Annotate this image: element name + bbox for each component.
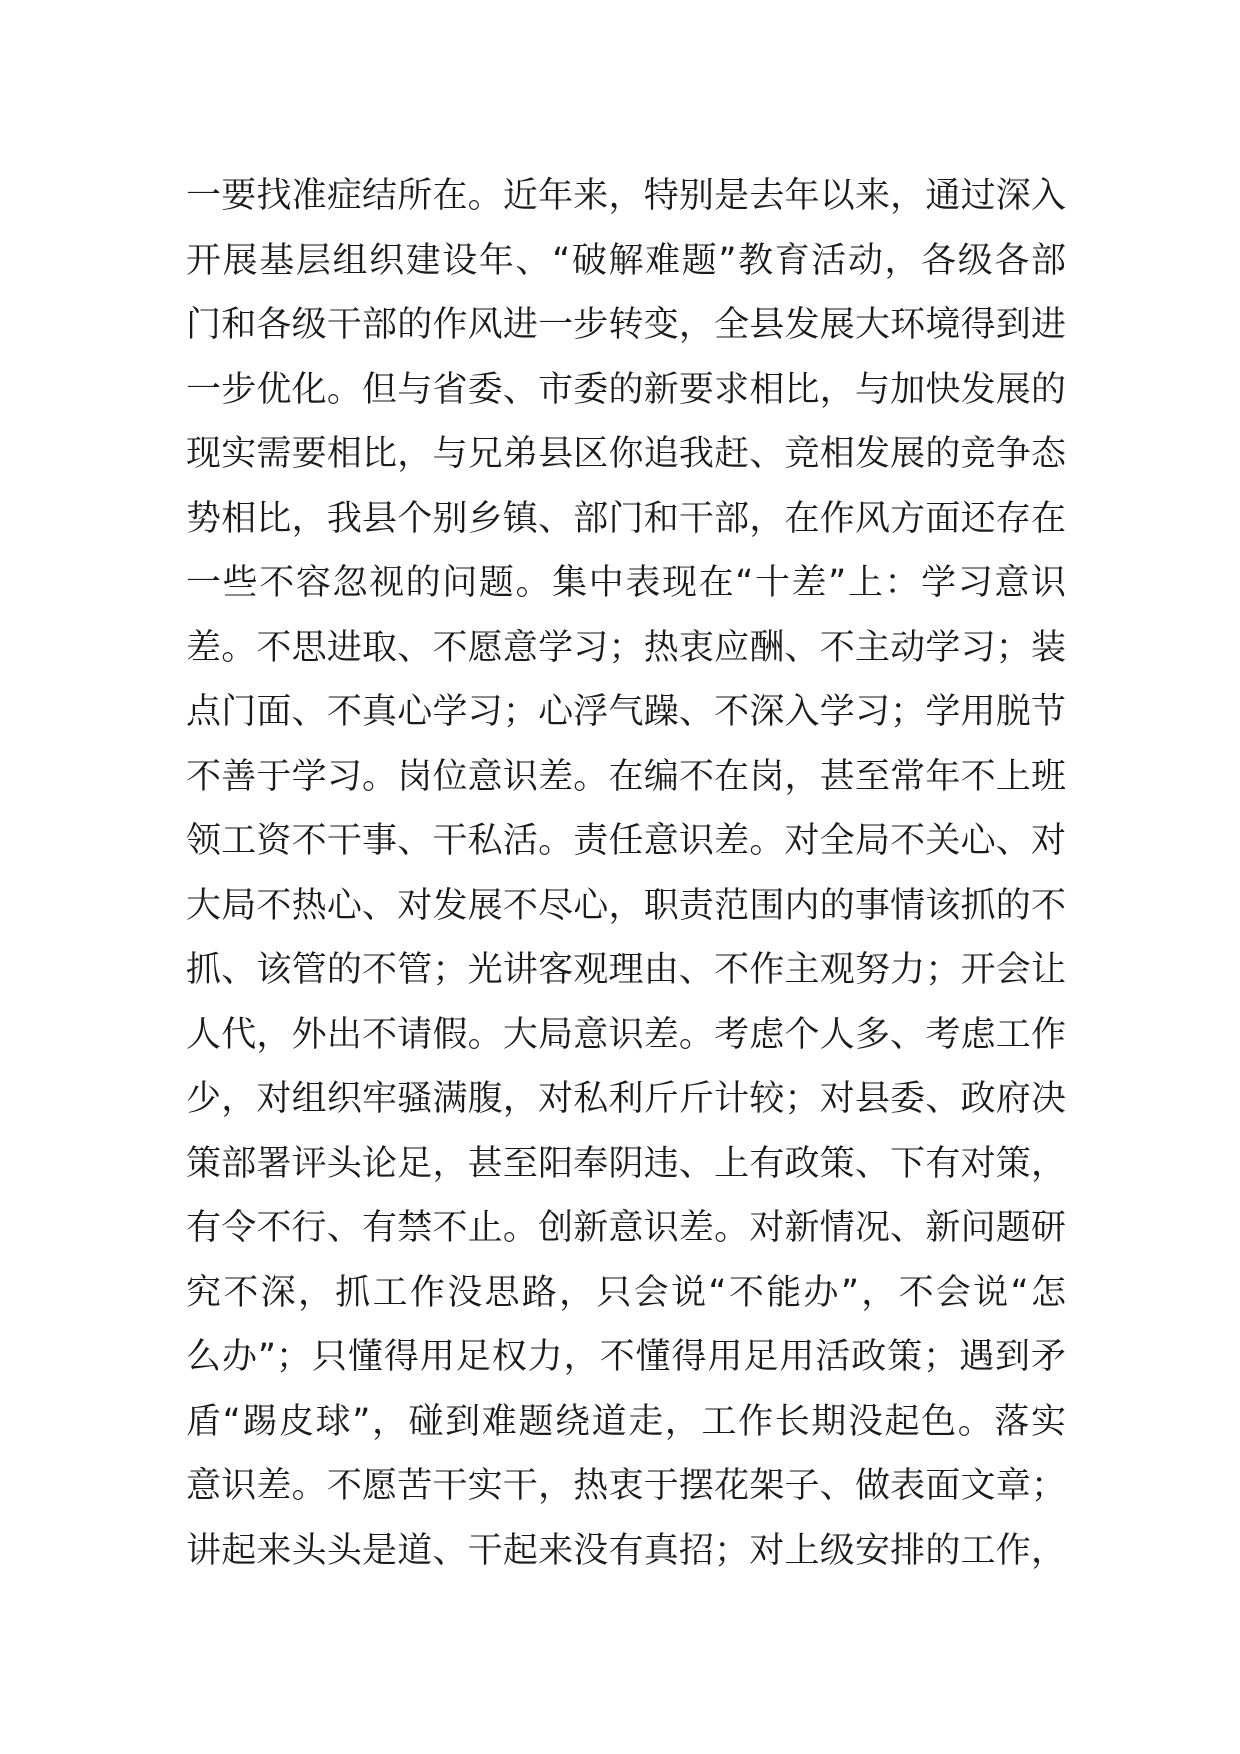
text-line: 领工资不干事、干私活。责任意识差。对全局不关心、对 — [186, 821, 1066, 861]
text-line: 一步优化。但与省委、市委的新要求相比，与加快发展的 — [186, 369, 1066, 410]
text-line: 少，对组织牢骚满腹，对私利斤斤计较；对县委、政府决 — [186, 1079, 1066, 1119]
text-line: 究不深，抓工作没思路，只会说“不能办”，不会说“怎 — [186, 1272, 1066, 1313]
text-line: 势相比，我县个别乡镇、部门和干部，在作风方面还存在 — [186, 498, 1066, 539]
text-line: 大局不热心、对发展不尽心，职责范围内的事情该抓的不 — [186, 885, 1066, 926]
text-line: 点门面、不真心学习；心浮气躁、不深入学习；学用脱节 — [186, 692, 1066, 732]
text-line: 讲起来头头是道、干起来没有真招；对上级安排的工作， — [186, 1530, 1066, 1571]
text-line: 不善于学习。岗位意识差。在编不在岗，甚至常年不上班 — [186, 756, 1066, 797]
text-line: 一些不容忽视的问题。集中表现在“十差”上：学习意识 — [186, 563, 1066, 603]
text-line: 差。不思进取、不愿意学习；热衷应酬、不主动学习；装 — [186, 627, 1066, 668]
text-line: 么办”；只懂得用足权力，不懂得用足用活政策；遇到矛 — [186, 1337, 1066, 1377]
text-line: 门和各级干部的作风进一步转变，全县发展大环境得到进 — [186, 305, 1066, 345]
text-line: 一要找准症结所在。近年来，特别是去年以来，通过深入 — [186, 176, 1066, 216]
text-line: 开展基层组织建设年、“破解难题”教育活动，各级各部 — [186, 240, 1066, 281]
text-line: 现实需要相比，与兄弟县区你追我赶、竞相发展的竞争态 — [186, 434, 1066, 474]
text-line: 有令不行、有禁不止。创新意识差。对新情况、新问题研 — [186, 1208, 1066, 1248]
text-line: 策部署评头论足，甚至阳奉阴违、上有政策、下有对策， — [186, 1143, 1066, 1184]
text-line: 人代，外出不请假。大局意识差。考虑个人多、考虑工作 — [186, 1014, 1066, 1055]
text-line: 意识差。不愿苦干实干，热衷于摆花架子、做表面文章； — [186, 1466, 1066, 1506]
text-line: 抓、该管的不管；光讲客观理由、不作主观努力；开会让 — [186, 950, 1066, 990]
body-paragraph — [186, 164, 1066, 1583]
text-line: 盾“踢皮球”，碰到难题绕道走，工作长期没起色。落实 — [186, 1401, 1066, 1442]
